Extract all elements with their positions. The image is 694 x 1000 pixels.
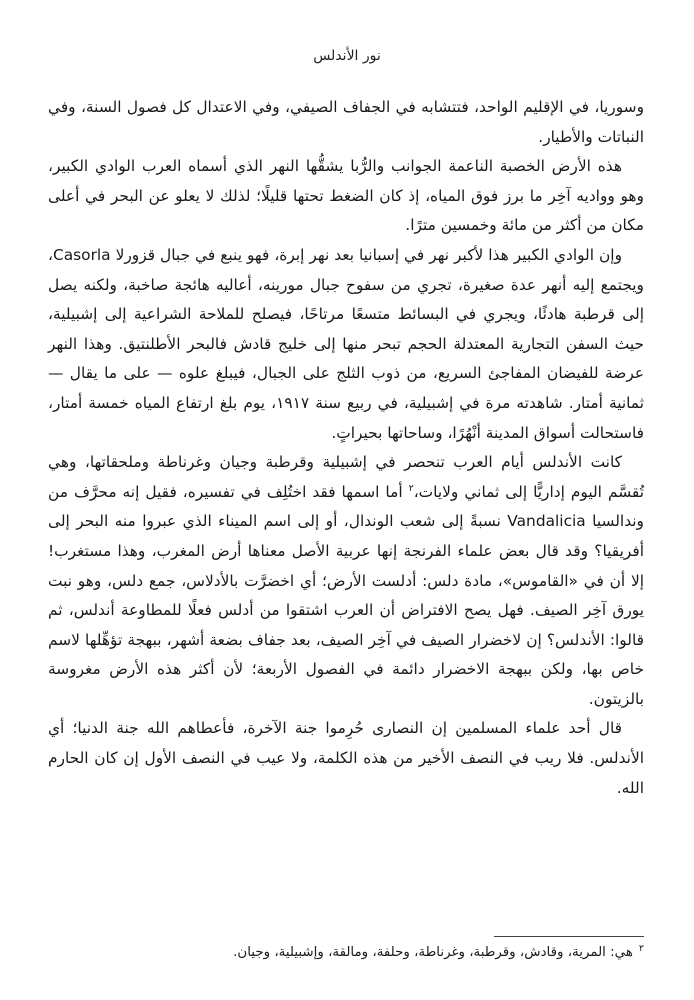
paragraph-5: قال أحد علماء المسلمين إن النصارى حُرِموا جنة الآخرة، فأعطاهم الله جنة الدنيا؛ أي الأندلس. فلا ريب في النصف الأخير من هذه الكلمة، ولا عيب في النصف الأول إن كان الحارم الله. (48, 719, 644, 797)
paragraph-2: هذه الأرض الخصبة الناعمة الجوانب والرُّبا يشقُّها النهر الذي أسماه العرب الوادي الكبير، وهو وواديه آخِر ما برز فوق المياه، إذ كان الضغط تحتها قليلًا؛ لذلك لا يعلو عن البحر في أعلى مكان من أكثر من مائة وخمسين مترًا. (48, 157, 644, 235)
running-header: نور الأندلس (313, 48, 381, 64)
footnote-text: هي: المرية، وقادش، وقرطبة، وغرناطة، وحلفة، ومالقة، وإشبيلية، وجيان. (233, 945, 633, 960)
paragraph-4-text-a: كانت الأندلس أيام العرب تنحصر في إشبيلية وقرطبة وجيان وغرناطة وملحقاتها، وهي تُقسَّم اليوم إداريًّا إلى ثماني ولايات، (48, 453, 644, 501)
paragraph-4-text-b: أما اسمها فقد اختُلِف في تفسيره، فقيل إنه محرَّف من وندالسيا Vandalicia نسبةً إلى شعب الوندال، أو إلى اسم الميناء الذي عبروا منه البحر إلى أفريقيا؟ وقد قال بعض علماء الفرنجة إنها عربية الأصل معناها أرض المغرب، وهذا مستغرب! إلا أن في «القاموس»، مادة دلس: أدلست الأرض؛ أي اخضرَّت بالأدلاس، جمع دلس، وهو نبت يورق آخِر الصيف. فهل يصح الافتراض أن العرب اشتقوا من أدلس فعلًا للمطاوعة أندلس، ثم قالوا: الأندلس؟ إن لاخضرار الصيف في آخِر الصيف، بعد جفاف بضعة أشهر، ببهجة تؤهِّلها لاسم خاص بها، ولكن ببهجة الاخضرار دائمة في الفصول الأربعة؛ لأن أكثر هذه الأرض مغروسة بالزيتون. (48, 482, 644, 708)
paragraph-4 (48, 448, 644, 714)
paragraph-3: وإن الوادي الكبير هذا لأكبر نهر في إسبانيا بعد نهر إبرة، فهو ينبع في جبال قزورلا Casorla، ويجتمع إليه أنهر عدة صغيرة، تجري من سفوح جبال مورينه، أعاليه هائجة صاخبة، ولكنه يصل إلى قرطبة هادئًا، ويجري في البسائط متسعًا مرتاحًا، فيصلح للملاحة الشراعية إلى إشبيلية، حيث السفن التجارية المعتدلة الحجم تبحر منها إلى خليج قادش فالبحر الأطلنتيق. وهذا النهر عرضة للفيضان المفاجئ السريع، من ذوب الثلج على الجبال، فيبلغ علوه — على ما يقال — ثمانية أمتار. شاهدته مرة في إشبيلية، في ربيع سنة ١٩١٧، يوم بلغ ارتفاع المياه خمسة أمتار، فاستحالت أسواق المدينة أنْهُرًا، وساحاتها بحيراتٍ. (48, 245, 644, 442)
footnote-marker: ٢ (638, 942, 644, 954)
footnote-reference[interactable]: ٢ (408, 482, 414, 494)
footnote (48, 942, 644, 964)
paragraph-1: وسوريا، في الإقليم الواحد، فتتشابه في الجفاف الصيفي، وفي الاعتدال كل فصول السنة، وفي النباتات والأطيار. (48, 98, 644, 146)
main-text (48, 93, 644, 803)
footnote-divider (494, 936, 644, 937)
